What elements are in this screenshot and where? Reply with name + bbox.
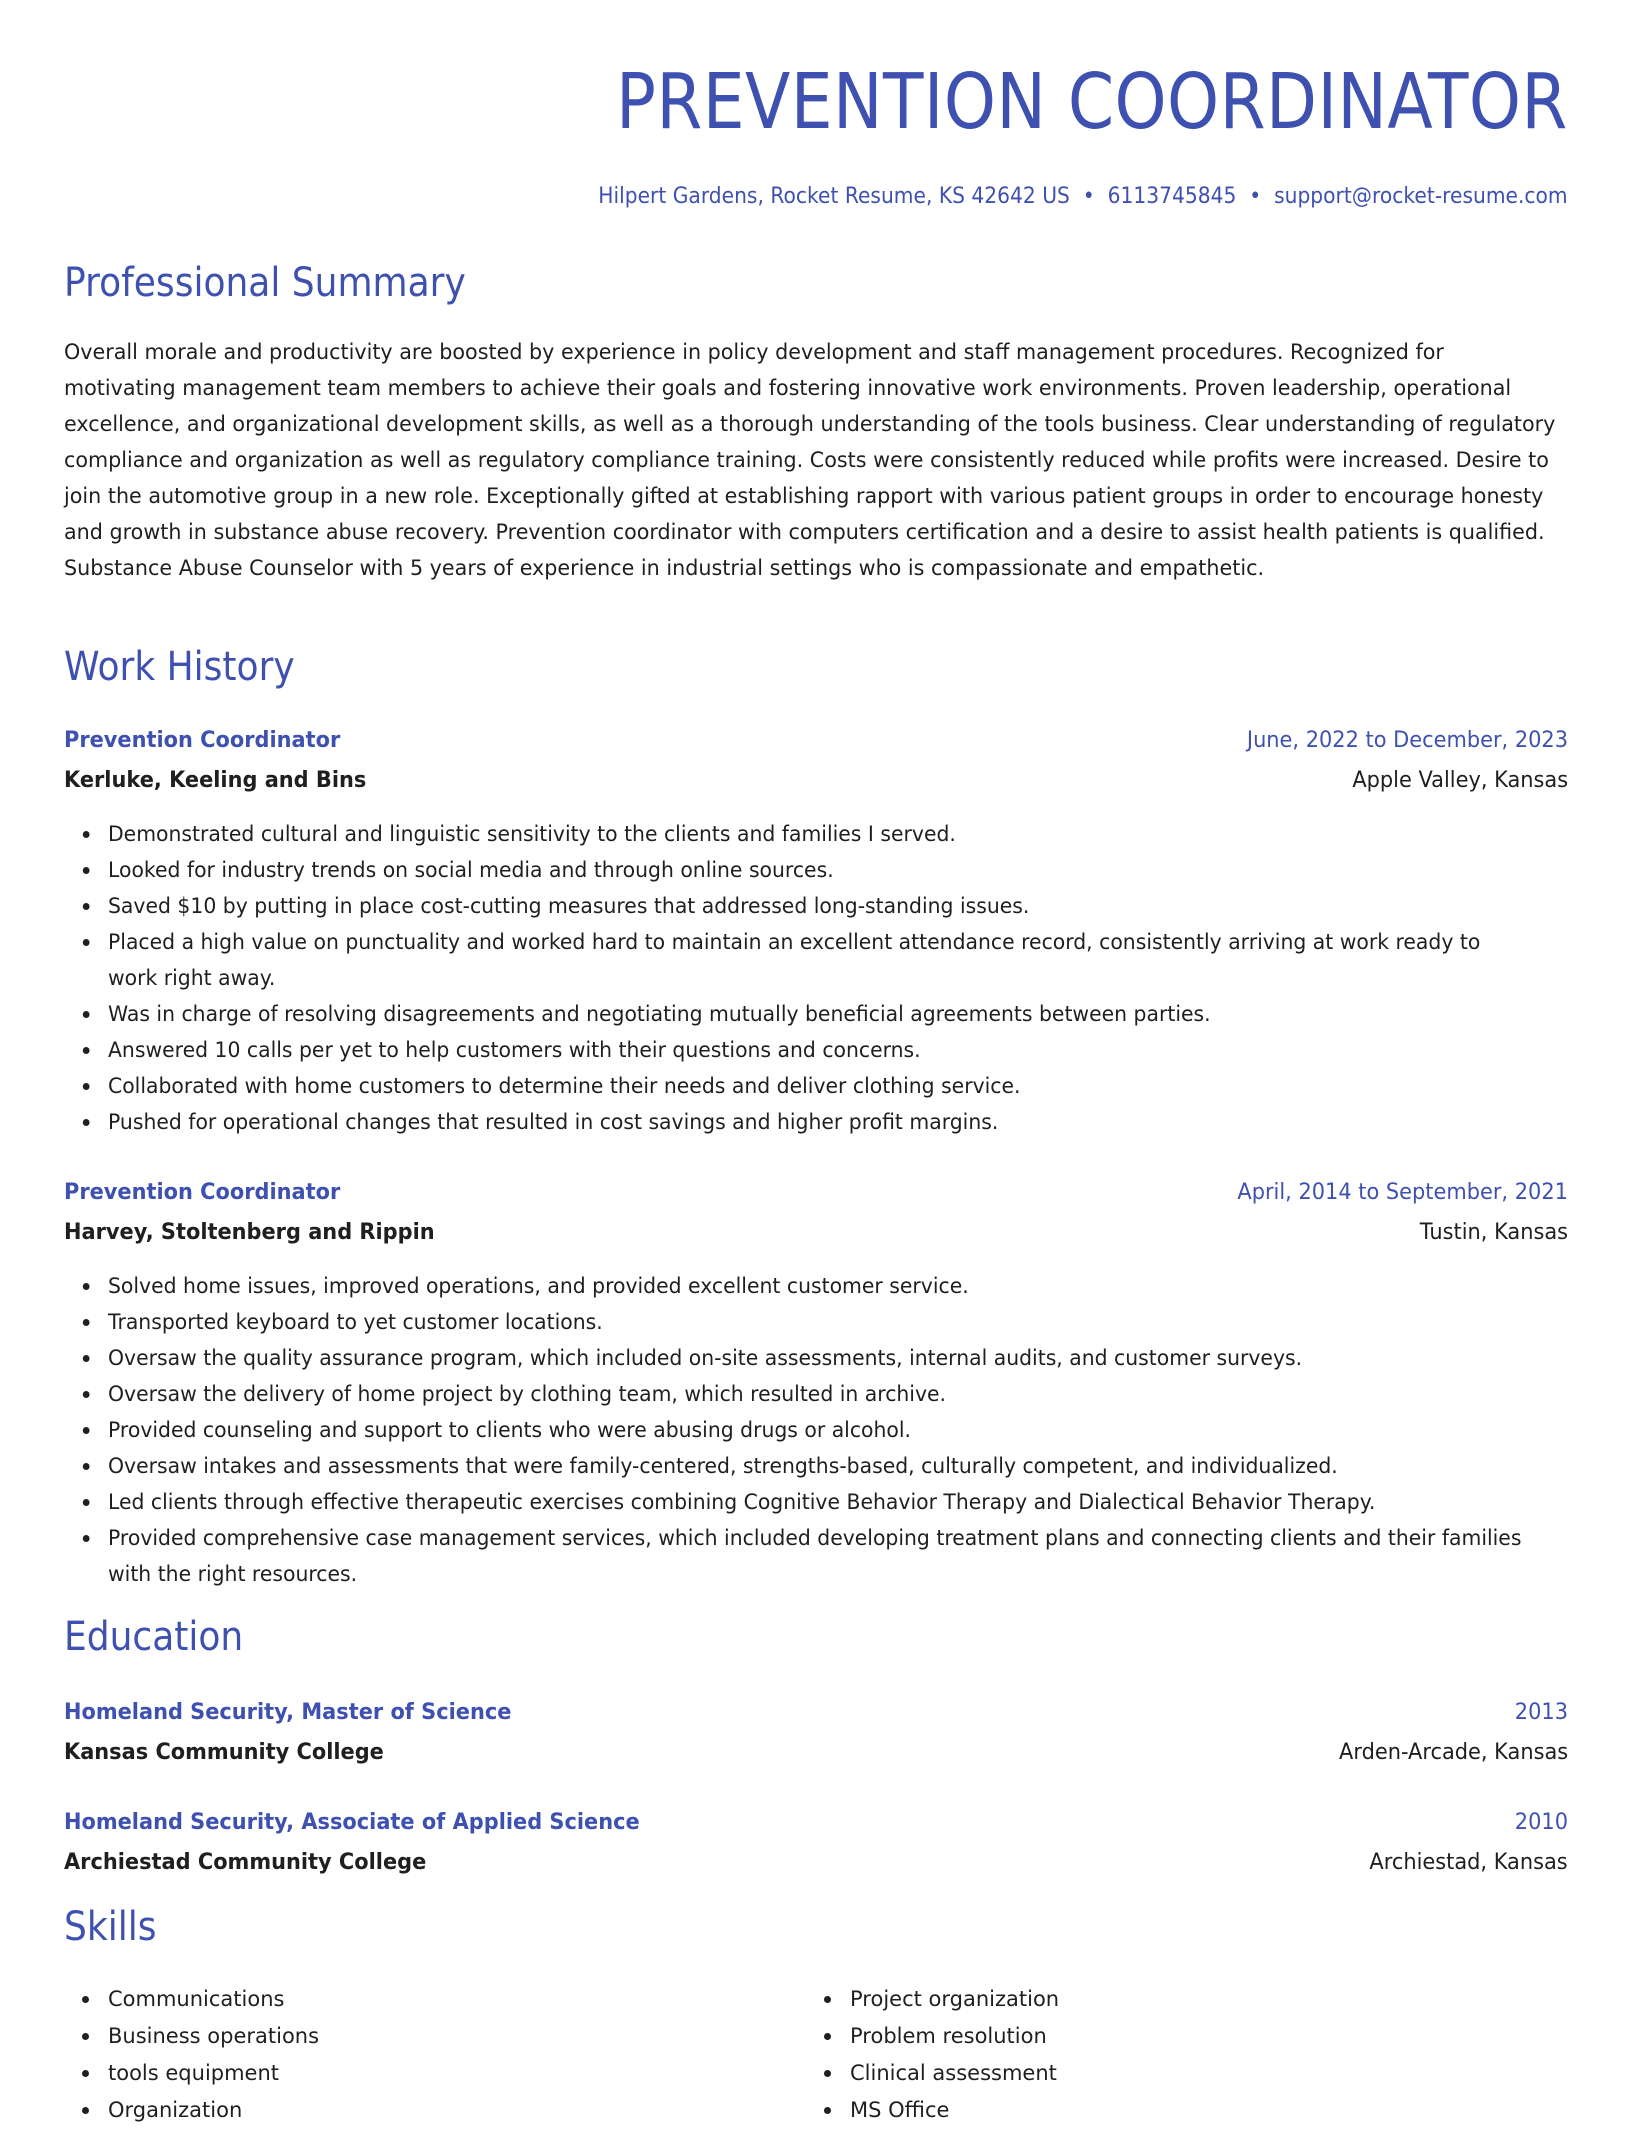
job-company: Harvey, Stoltenberg and Rippin	[64, 1220, 435, 1245]
contact-line	[599, 180, 1568, 214]
list-item: Oversaw intakes and assessments that were family-centered, strengths-based, culturally competent, and individualized.	[108, 1448, 1524, 1484]
job-location: Tustin, Kansas	[1419, 1220, 1568, 1245]
education-degree: Homeland Security, Master of Science	[64, 1700, 512, 1725]
job-role-row	[64, 1176, 1568, 1210]
education-degree-row	[64, 1806, 1568, 1840]
list-item: Pushed for operational changes that resulted in cost savings and higher profit margins.	[108, 1104, 1524, 1140]
contact-email[interactable]: support@rocket-resume.com	[1274, 184, 1568, 209]
job-role: Prevention Coordinator	[64, 728, 341, 753]
job-location: Apple Valley, Kansas	[1352, 768, 1568, 793]
skill-item: tools equipment	[108, 2055, 319, 2092]
job-role-row	[64, 724, 1568, 758]
job-bullets	[64, 1268, 1568, 1592]
education-school-row	[64, 1846, 1568, 1880]
skill-item: Problem resolution	[850, 2018, 1059, 2055]
skills-list-right	[806, 1981, 1059, 2129]
skill-item: Communications	[108, 1981, 319, 2018]
skill-item: Clinical assessment	[850, 2055, 1059, 2092]
education-school: Kansas Community College	[64, 1740, 384, 1765]
job-company-row	[64, 764, 1568, 798]
job-bullets	[64, 816, 1568, 1140]
section-title-education: Education	[64, 1614, 244, 1660]
contact-separator: •	[1249, 184, 1262, 209]
summary-text: Overall morale and productivity are boosted by experience in policy development and staff management procedures. Recognized for motivating management team members to achieve their goals and fostering innovative work environments. Proven leadership, operational excellence, and organizational development skills, as well as a thorough understanding of the tools business. Clear understanding of regulatory compliance and organization as well as regulatory compliance training. Costs were consistently reduced while profits were increased. Desire to join the automotive group in a new role. Exceptionally gifted at establishing rapport with various patient groups in order to encourage honesty and growth in substance abuse recovery. Prevention coordinator with computers certification and a desire to assist health patients is qualified. Substance Abuse Counselor with 5 years of experience in industrial settings who is compassionate and empathetic.	[64, 340, 1556, 580]
list-item: Placed a high value on punctuality and worked hard to maintain an excellent attendance record, consistently arriving at work ready to work right away.	[108, 924, 1524, 996]
job-company-row	[64, 1216, 1568, 1250]
education-location: Arden-Arcade, Kansas	[1338, 1740, 1568, 1765]
education-school-row	[64, 1736, 1568, 1770]
list-item: Transported keyboard to yet customer locations.	[108, 1304, 1524, 1340]
job-company: Kerluke, Keeling and Bins	[64, 768, 367, 793]
list-item: Led clients through effective therapeutic exercises combining Cognitive Behavior Therapy and Dialectical Behavior Therapy.	[108, 1484, 1524, 1520]
education-year: 2010	[1514, 1810, 1568, 1835]
skills-list-left	[64, 1981, 319, 2129]
list-item: Solved home issues, improved operations, and provided excellent customer service.	[108, 1268, 1524, 1304]
job-role: Prevention Coordinator	[64, 1180, 341, 1205]
skill-item: Project organization	[850, 1981, 1059, 2018]
education-school: Archiestad Community College	[64, 1850, 427, 1875]
section-title-skills: Skills	[64, 1904, 157, 1950]
contact-address: Hilpert Gardens, Rocket Resume, KS 42642 US	[598, 184, 1071, 209]
list-item: Looked for industry trends on social media and through online sources.	[108, 852, 1524, 888]
list-item: Collaborated with home customers to determine their needs and deliver clothing service.	[108, 1068, 1524, 1104]
skill-item: Business operations	[108, 2018, 319, 2055]
list-item: Provided comprehensive case management services, which included developing treatment plans and connecting clients and their families with the right resources.	[108, 1520, 1524, 1592]
section-title-summary: Professional Summary	[64, 260, 466, 306]
skill-item: Organization	[108, 2092, 319, 2129]
list-item: Oversaw the delivery of home project by clothing team, which resulted in archive.	[108, 1376, 1524, 1412]
skill-item: MS Office	[850, 2092, 1059, 2129]
list-item: Oversaw the quality assurance program, which included on-site assessments, internal audits, and customer surveys.	[108, 1340, 1524, 1376]
job-dates: June, 2022 to December, 2023	[1246, 728, 1568, 753]
education-degree: Homeland Security, Associate of Applied Science	[64, 1810, 640, 1835]
education-location: Archiestad, Kansas	[1369, 1850, 1568, 1875]
list-item: Demonstrated cultural and linguistic sensitivity to the clients and families I served.	[108, 816, 1524, 852]
list-item: Answered 10 calls per yet to help customers with their questions and concerns.	[108, 1032, 1524, 1068]
candidate-name: PREVENTION COORDINATOR	[616, 58, 1568, 147]
contact-separator: •	[1083, 184, 1096, 209]
education-year: 2013	[1514, 1700, 1568, 1725]
list-item: Saved $10 by putting in place cost-cutting measures that addressed long-standing issues.	[108, 888, 1524, 924]
section-title-work-history: Work History	[64, 644, 295, 690]
contact-phone: 6113745845	[1107, 184, 1237, 209]
education-degree-row	[64, 1696, 1568, 1730]
list-item: Provided counseling and support to clients who were abusing drugs or alcohol.	[108, 1412, 1524, 1448]
job-dates: April, 2014 to September, 2021	[1237, 1180, 1568, 1205]
list-item: Was in charge of resolving disagreements and negotiating mutually beneficial agreements between parties.	[108, 996, 1524, 1032]
